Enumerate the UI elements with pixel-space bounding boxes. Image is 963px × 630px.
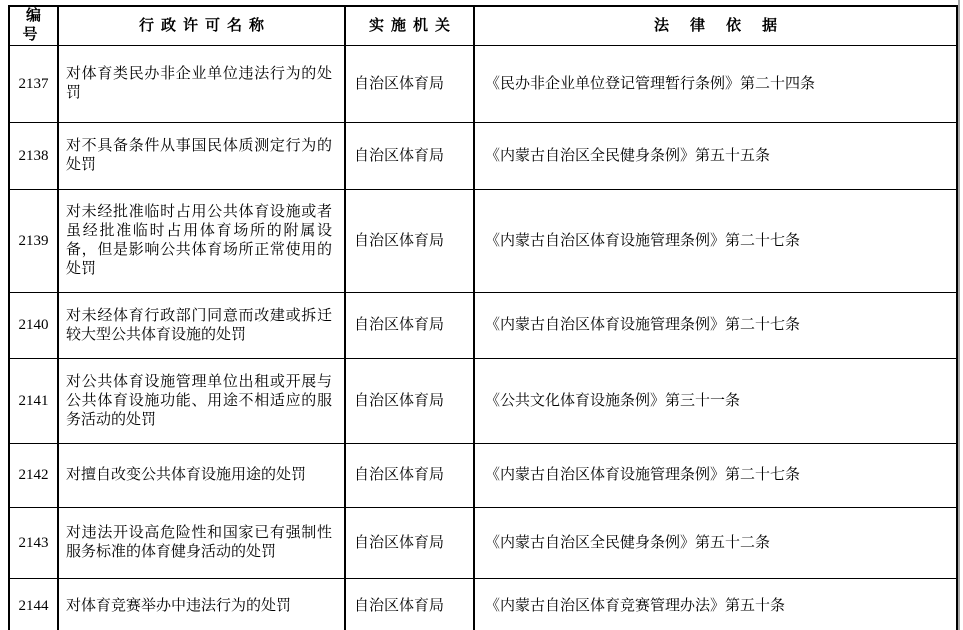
legal-basis: 《内蒙古自治区体育竞赛管理办法》第五十条 — [474, 579, 957, 630]
permit-name: 对体育竞赛举办中违法行为的处罚 — [58, 579, 345, 630]
header-permit-name: 行政许可名称 — [58, 6, 345, 46]
header-row — [9, 6, 957, 46]
row-number: 2142 — [9, 444, 58, 508]
legal-basis: 《民办非企业单位登记管理暂行条例》第二十四条 — [474, 46, 957, 123]
legal-basis: 《内蒙古自治区体育设施管理条例》第二十七条 — [474, 293, 957, 359]
implementing-agency: 自治区体育局 — [345, 508, 474, 579]
header-agency: 实施机关 — [345, 6, 474, 46]
row-number: 2138 — [9, 123, 58, 190]
table-row — [9, 293, 957, 359]
header-id: 编号 — [9, 6, 58, 46]
legal-basis: 《内蒙古自治区体育设施管理条例》第二十七条 — [474, 190, 957, 293]
page-edge-line — [958, 0, 960, 630]
implementing-agency: 自治区体育局 — [345, 579, 474, 630]
row-number: 2140 — [9, 293, 58, 359]
permit-name: 对违法开设高危险性和国家已有强制性服务标准的体育健身活动的处罚 — [58, 508, 345, 579]
implementing-agency: 自治区体育局 — [345, 359, 474, 444]
table-row — [9, 46, 957, 123]
table-row — [9, 444, 957, 508]
legal-basis: 《内蒙古自治区全民健身条例》第五十五条 — [474, 123, 957, 190]
implementing-agency: 自治区体育局 — [345, 46, 474, 123]
permit-name: 对未经批准临时占用公共体育设施或者虽经批准临时占用体育场所的附属设备，但是影响公共体育场所正常使用的处罚 — [58, 190, 345, 293]
implementing-agency: 自治区体育局 — [345, 444, 474, 508]
table-row — [9, 123, 957, 190]
table-row — [9, 359, 957, 444]
table-row — [9, 579, 957, 630]
permit-name: 对公共体育设施管理单位出租或开展与公共体育设施功能、用途不相适应的服务活动的处罚 — [58, 359, 345, 444]
implementing-agency: 自治区体育局 — [345, 123, 474, 190]
table-row — [9, 190, 957, 293]
row-number: 2139 — [9, 190, 58, 293]
row-number: 2143 — [9, 508, 58, 579]
row-number: 2141 — [9, 359, 58, 444]
permit-name: 对擅自改变公共体育设施用途的处罚 — [58, 444, 345, 508]
legal-basis: 《内蒙古自治区全民健身条例》第五十二条 — [474, 508, 957, 579]
permit-name: 对未经体育行政部门同意而改建或拆迁较大型公共体育设施的处罚 — [58, 293, 345, 359]
legal-basis: 《公共文化体育设施条例》第三十一条 — [474, 359, 957, 444]
permits-table — [8, 5, 958, 630]
table-row — [9, 508, 957, 579]
legal-basis: 《内蒙古自治区体育设施管理条例》第二十七条 — [474, 444, 957, 508]
implementing-agency: 自治区体育局 — [345, 293, 474, 359]
row-number: 2144 — [9, 579, 58, 630]
row-number: 2137 — [9, 46, 58, 123]
permit-name: 对不具备条件从事国民体质测定行为的处罚 — [58, 123, 345, 190]
implementing-agency: 自治区体育局 — [345, 190, 474, 293]
permit-name: 对体育类民办非企业单位违法行为的处罚 — [58, 46, 345, 123]
header-legal-basis: 法律依据 — [474, 6, 957, 46]
